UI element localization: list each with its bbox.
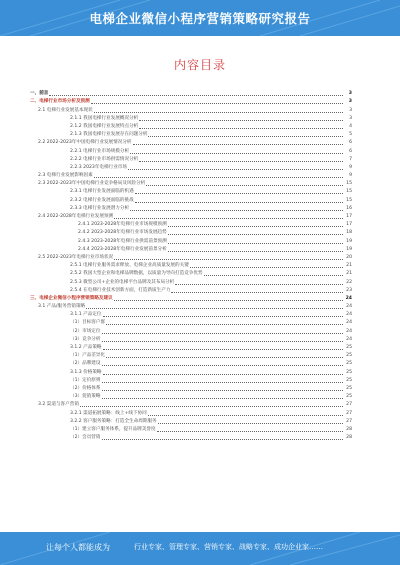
toc-entry-title: （1）产品差异化 [70,353,106,359]
toc-entry[interactable] [30,407,352,415]
toc-entry-page: 25 [346,377,352,383]
toc-entry[interactable] [30,162,352,170]
toc-entry[interactable] [30,366,352,374]
toc-entry-page: 20 [346,254,352,260]
toc-entry-title: 2.5 2022-2023年电梯行业市场状况 [38,254,114,260]
toc-entry[interactable] [30,399,352,407]
toc-entry[interactable] [30,350,352,358]
table-of-contents [30,88,352,440]
toc-entry-title: （2）会员营销 [70,435,101,441]
toc-entry[interactable] [30,113,352,121]
toc-entry[interactable] [30,219,352,227]
toc-entry-page: 25 [346,345,352,350]
toc-entry-page: 25 [346,353,352,359]
toc-entry-title: 2.5.1 电梯行业服务需求释放、电梯企业高质量发展的关键 [70,263,189,269]
toc-entry[interactable] [30,129,352,137]
toc-entry-title: （2）市场定位 [70,328,101,334]
toc-entry-title: （1）定价原则 [70,377,101,383]
toc-heading: 内容目录 [173,58,226,72]
toc-entry-page: 19 [346,246,352,252]
toc-entry[interactable] [30,293,352,301]
toc-entry[interactable] [30,145,352,153]
toc-entry[interactable] [30,203,352,211]
toc-entry-title: 一、前言 [30,91,49,97]
toc-entry-page: 3 [349,115,352,121]
toc-entry-title: 2.2.3 2023年电梯行业市场 [70,164,127,170]
toc-entry-title: （1）目标客户群 [70,320,106,326]
toc-entry-page: 15 [346,181,352,187]
toc-entry[interactable] [30,383,352,391]
toc-entry-page: 28 [346,426,352,432]
toc-entry[interactable] [30,325,352,333]
toc-entry-page: 25 [346,394,352,400]
toc-entry[interactable] [30,96,352,104]
toc-entry[interactable] [30,104,352,112]
footer-slogan: 让每个人都能成为 [46,543,110,552]
toc-entry[interactable] [30,375,352,383]
header-banner [0,0,400,36]
toc-entry-page: 16 [346,205,352,211]
toc-entry-title: 2.4 2022-2028年电梯行业发展预测 [38,214,114,219]
toc-entry-page: 19 [346,238,352,244]
toc-entry[interactable] [30,227,352,235]
toc-entry-page: 5 [349,132,352,138]
toc-entry-title: 2.3 2022-2023年中国电梯行业竞争格局及风险分析 [38,181,146,187]
toc-entry-page: 4 [349,123,352,129]
toc-entry-page: 15 [346,189,352,195]
toc-entry-title: 2.1.3 我国电梯行业发展存在问题分析 [70,132,148,138]
toc-entry-page: 24 [346,320,352,326]
toc-entry-title: 3.2 渠道与客户营销 [38,402,79,408]
toc-entry-page: 17 [346,222,352,228]
toc-entry-page: 23 [346,287,352,293]
toc-entry-title: 2.2 2022-2023年中国电梯行业发展情况分析 [38,140,132,146]
toc-entry-title: 2.2.2 电梯行业市场供需情况分析 [70,156,139,162]
toc-entry[interactable] [30,260,352,268]
toc-entry[interactable] [30,391,352,399]
toc-entry-title: 2.3.1 电梯行业发展面临的机遇 [70,189,134,195]
toc-entry-title: 3.2.1 渠道拓展策略：线上+线下协同 [70,410,147,416]
toc-entry-title: 2.3.2 电梯行业发展面临的挑战 [70,197,134,203]
toc-entry-title: （3）促销策略 [70,394,101,400]
toc-entry-title: 2.5.2 我国大型企业和电梯品牌数据，以质量为导向打造竞争优势 [70,271,203,277]
toc-entry-page: 17 [346,214,352,219]
toc-entry[interactable] [30,276,352,284]
report-title: 电梯企业微信小程序营销策略研究报告 [89,11,311,26]
toc-entry-page: 21 [346,271,352,277]
toc-entry-page: 24 [346,336,352,342]
toc-entry-title: 2.4.1 2023-2028年电梯行业市场规模预测 [78,222,167,228]
toc-entry[interactable] [30,154,352,162]
toc-entry[interactable] [30,186,352,194]
toc-entry-title: 2.3.3 电梯行业发展潜力分析 [70,205,130,211]
toc-entry[interactable] [30,137,352,145]
toc-entry[interactable] [30,416,352,424]
toc-entry-title: 2.4.3 2023-2028年电梯行业供需前景预测 [78,238,167,244]
toc-entry-title: 2.5.3 微型公司+企业的电梯平台品牌及其布局分析 [70,279,175,285]
toc-entry-page: 3 [349,107,352,113]
toc-entry-page: 22 [346,279,352,285]
toc-leader-dots [102,436,344,440]
toc-entry[interactable] [30,268,352,276]
toc-entry-page: 9 [349,164,352,170]
toc-entry-page: 24 [345,295,352,301]
toc-entry-page: 3 [348,91,352,97]
toc-entry-title: 2.4.2 2023-2028年电梯行业市场发展趋势 [78,230,167,236]
toc-entry-title: 二、电梯行业市场分析及预测 [30,99,90,105]
toc-entry-title: 2.1.1 我国电梯行业发展概况分析 [70,115,139,121]
toc-entry-title: 2.1 电梯行业发展基本现状 [38,107,93,113]
footer-tagline: 行业专家、管理专家、营销专家、战略专家、成功企业家…… [134,543,323,551]
toc-entry-page: 9 [349,173,352,179]
toc-entry-title: 2.4.4 2023-2028年电梯行业发展前景分析 [78,246,167,252]
toc-entry-page: 24 [346,312,352,318]
toc-entry[interactable] [30,121,352,129]
toc-entry-page: 24 [346,304,352,310]
toc-entry[interactable] [30,211,352,219]
toc-entry[interactable] [30,244,352,252]
toc-entry-title: 2.1.2 我国电梯行业发展特点分析 [70,123,139,129]
toc-entry-title: 3.2.2 客户服务策略：打造全生命周期服务 [70,418,157,424]
toc-entry-page: 7 [349,156,352,162]
toc-entry[interactable] [30,235,352,243]
toc-entry[interactable] [30,285,352,293]
toc-entry-title: 3.1 产品/服务营销策略 [38,304,86,310]
toc-entry-title: （2）品牌建设 [70,361,101,367]
toc-entry-page: 21 [346,263,352,269]
toc-entry[interactable] [30,178,352,186]
toc-entry-title: （1）建立客户服务体系，提升品牌美誉度 [70,426,156,432]
toc-entry-page: 25 [346,369,352,375]
toc-entry[interactable] [30,170,352,178]
footer-banner [0,532,400,565]
toc-entry[interactable] [30,194,352,202]
toc-entry[interactable] [30,88,352,96]
toc-entry[interactable] [30,334,352,342]
toc-entry-title: 3.1.3 价格策略 [70,369,102,375]
toc-entry[interactable] [30,424,352,432]
toc-entry-page: 27 [346,410,352,416]
toc-entry-title: （2）价格体系 [70,385,101,391]
toc-entry-title: 3.1.2 产品策略 [70,345,102,350]
toc-entry-page: 3 [348,99,352,105]
toc-entry[interactable] [30,342,352,350]
toc-entry-page: 24 [346,328,352,334]
toc-entry-page: 28 [346,435,352,441]
toc-entry-page: 6 [349,148,352,154]
toc-entry-page: 6 [349,140,352,146]
toc-entry-page: 27 [346,418,352,424]
toc-entry-title: 2.5.4 在电梯行业技术创新方面，打造新质生产力 [70,287,171,293]
toc-entry-title: 三、电梯企业微信小程序营销策略及建议 [30,295,113,301]
toc-entry[interactable] [30,309,352,317]
toc-entry[interactable] [30,301,352,309]
toc-entry[interactable] [30,358,352,366]
toc-entry[interactable] [30,432,352,440]
toc-entry-page: 18 [346,230,352,236]
toc-entry[interactable] [30,252,352,260]
toc-entry-title: 2.3 电梯行业发展影响因素 [38,173,93,179]
toc-entry-page: 25 [346,385,352,391]
toc-entry-title: 3.1.1 产品定位 [70,312,102,318]
toc-entry-title: （3）竞争分析 [70,336,101,342]
toc-entry-page: 25 [346,361,352,367]
toc-entry-title: 2.2.1 电梯行业市场规模分析 [70,148,130,154]
toc-entry-page: 27 [346,402,352,408]
toc-entry-page: 15 [346,197,352,203]
toc-entry[interactable] [30,317,352,325]
